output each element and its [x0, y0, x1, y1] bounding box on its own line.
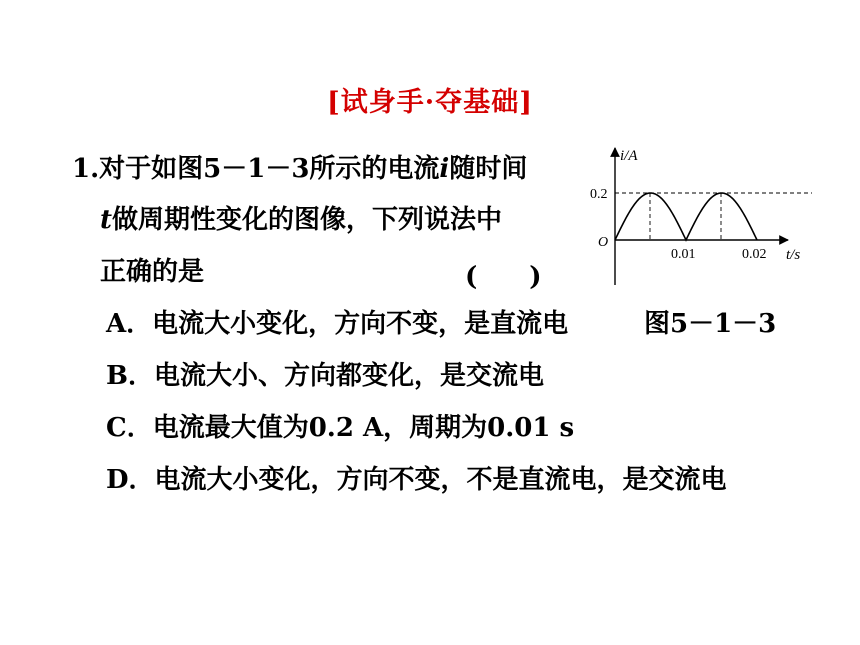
option-c: C．电流最大值为0.2 A，周期为0.01 s	[106, 413, 575, 443]
y-axis-label: i/A	[620, 148, 638, 164]
current-graph	[590, 140, 820, 290]
option-d: D．电流大小变化，方向不变，不是直流电，是交流电	[106, 465, 727, 495]
x-axis-label: t/s	[786, 247, 801, 263]
question-text-1a: 1.对于如图5－1－3所示的电流	[72, 154, 440, 184]
question-text-2b: 做周期性变化的图像，下列说法中	[112, 205, 503, 235]
question-line-3: 正确的是	[100, 257, 205, 287]
current-curve	[615, 193, 757, 240]
question-line-2	[100, 199, 502, 236]
question-text-1b: 随时间	[449, 154, 528, 184]
variable-t: t	[100, 205, 113, 235]
y-tick-label: 0.2	[590, 187, 608, 202]
x-tick-label-1: 0.01	[671, 247, 696, 262]
section-heading: [试身手·夺基础]	[327, 87, 533, 118]
x-tick-label-2: 0.02	[742, 247, 767, 262]
origin-label: O	[598, 235, 609, 250]
option-b: B．电流大小、方向都变化，是交流电	[106, 361, 544, 391]
option-a: A．电流大小变化，方向不变，是直流电	[106, 309, 569, 339]
figure-caption: 图5－1－3	[644, 309, 777, 339]
question-line-1	[72, 148, 527, 185]
variable-i: i	[439, 154, 450, 184]
answer-blank: ( )	[465, 262, 542, 292]
